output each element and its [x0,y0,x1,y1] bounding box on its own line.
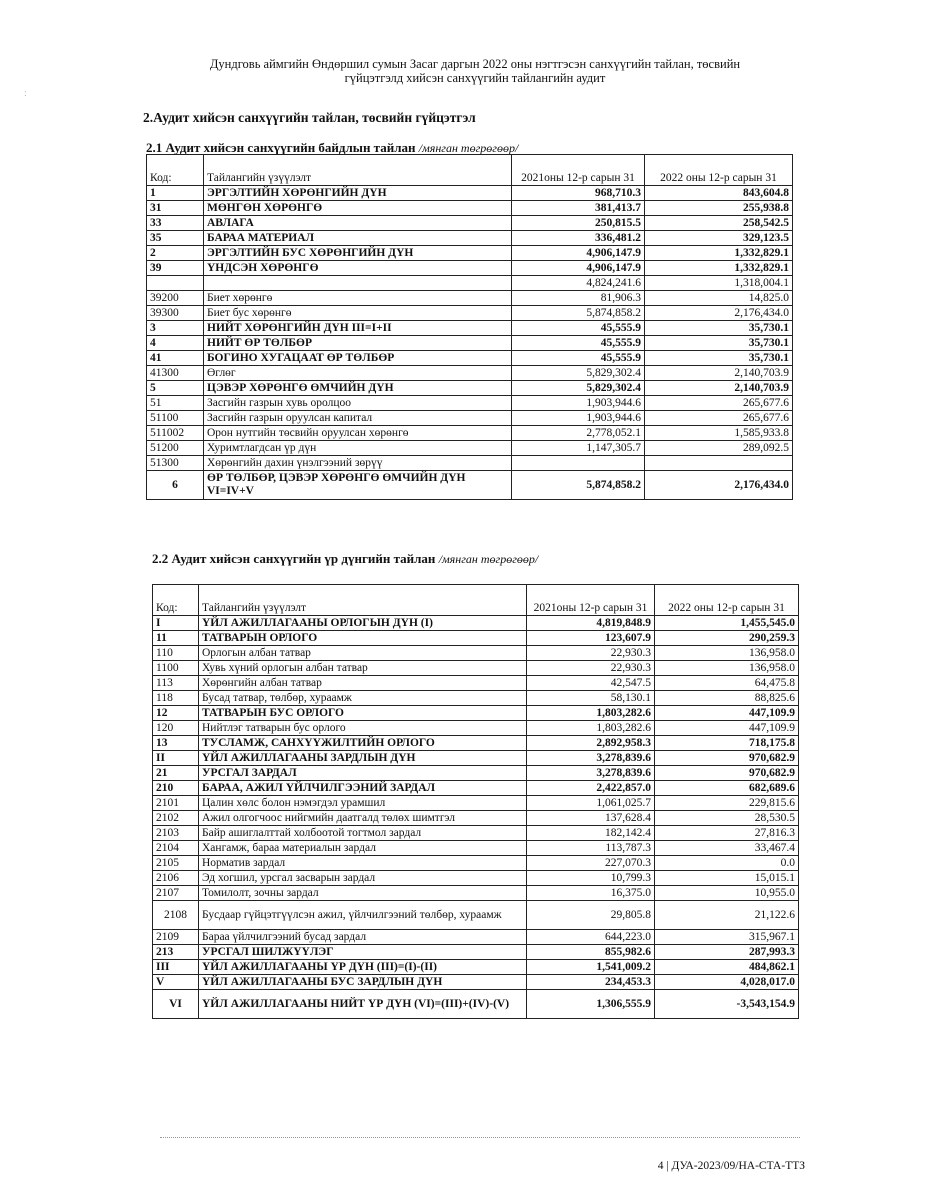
value-2022: 4,028,017.0 [655,975,799,990]
value-2021: 2,892,958.3 [527,736,655,751]
value-2021: 1,541,009.2 [527,960,655,975]
value-2022: 14,825.0 [645,291,793,306]
value-2021: 968,710.3 [512,186,645,201]
row-label: Хөрөнгийн дахин үнэлгээний зөрүү [204,456,512,471]
table-row [147,321,793,336]
table-row [153,616,799,631]
row-code: 3 [147,321,204,336]
row-label: БАРАА МАТЕРИАЛ [204,231,512,246]
value-2022: 1,332,829.1 [645,246,793,261]
value-2021: 29,805.8 [527,901,655,930]
value-2022: 287,993.3 [655,945,799,960]
row-code: 2102 [153,811,199,826]
value-2022: 447,109.9 [655,721,799,736]
row-code: I [153,616,199,631]
value-2022: 10,955.0 [655,886,799,901]
row-code: 118 [153,691,199,706]
row-label: Хувь хүний орлогын албан татвар [199,661,527,676]
value-2022: 447,109.9 [655,706,799,721]
table-row [147,231,793,246]
row-code: 11 [153,631,199,646]
section-title: 2.Аудит хийсэн санхүүгийн тайлан, төсвийн гүйцэтгэл [143,110,476,125]
table-row [153,751,799,766]
value-2021: 42,547.5 [527,676,655,691]
row-code: 1 [147,186,204,201]
row-code: 21 [153,766,199,781]
value-2022: 843,604.8 [645,186,793,201]
table-row [147,441,793,456]
table-row [153,676,799,691]
row-code: 2104 [153,841,199,856]
value-2022: 2,140,703.9 [645,366,793,381]
row-label: Орон нутгийн төсвийн оруулсан хөрөнгө [204,426,512,441]
table-row [147,216,793,231]
value-2022: 33,467.4 [655,841,799,856]
column-header: Тайлангийн үзүүлэлт [199,585,527,616]
table-header-row [147,155,793,186]
table-row [147,306,793,321]
value-2021: 1,903,944.6 [512,396,645,411]
balance-unit: /мянган төгрөгөөр/ [418,141,519,155]
table-row [153,646,799,661]
row-code [147,276,204,291]
row-code: III [153,960,199,975]
row-label: УРСГАЛ ЗАРДАЛ [199,766,527,781]
row-label: УРСГАЛ ШИЛЖҮҮЛЭГ [199,945,527,960]
row-label: АВЛАГА [204,216,512,231]
value-2022: 970,682.9 [655,751,799,766]
row-code: 13 [153,736,199,751]
value-2021: 45,555.9 [512,336,645,351]
row-code: 39300 [147,306,204,321]
balance-title-text: 2.1 Аудит хийсэн санхүүгийн байдлын тайлан [146,140,416,155]
table-row [153,691,799,706]
value-2022: 290,259.3 [655,631,799,646]
value-2022: 289,092.5 [645,441,793,456]
value-2022: 2,176,434.0 [645,306,793,321]
table-row [153,766,799,781]
row-label: ЭРГЭЛТИЙН БУС ХӨРӨНГИЙН ДҮН [204,246,512,261]
row-code: 1100 [153,661,199,676]
value-2022: 136,958.0 [655,646,799,661]
value-2021: 381,413.7 [512,201,645,216]
value-2022: 2,176,434.0 [645,471,793,500]
value-2022: 35,730.1 [645,351,793,366]
table-row [153,960,799,975]
balance-sheet-table [146,154,793,500]
value-2022: 315,967.1 [655,930,799,945]
row-label: Цалин хөлс болон нэмэгдэл урамшил [199,796,527,811]
value-2021: 2,422,857.0 [527,781,655,796]
row-code: 39200 [147,291,204,306]
value-2022: 1,332,829.1 [645,261,793,276]
table-header-row [153,585,799,616]
table-row [147,381,793,396]
value-2021: 234,453.3 [527,975,655,990]
value-2021: 137,628.4 [527,811,655,826]
row-code: 110 [153,646,199,661]
value-2022: 682,689.6 [655,781,799,796]
value-2022: 64,475.8 [655,676,799,691]
value-2022: 255,938.8 [645,201,793,216]
value-2022: 484,862.1 [655,960,799,975]
value-2021: 4,906,147.9 [512,246,645,261]
row-code: VI [153,990,199,1019]
table-row [153,841,799,856]
row-label: Биет бус хөрөнгө [204,306,512,321]
value-2022: 1,585,933.8 [645,426,793,441]
value-2021: 336,481.2 [512,231,645,246]
value-2022: 229,815.6 [655,796,799,811]
value-2021: 22,930.3 [527,661,655,676]
value-2021: 227,070.3 [527,856,655,871]
value-2021: 2,778,052.1 [512,426,645,441]
document-header [150,57,800,85]
value-2022: 35,730.1 [645,336,793,351]
row-code: 2106 [153,871,199,886]
table-row [153,886,799,901]
row-code: 35 [147,231,204,246]
table-row [153,781,799,796]
row-code: 51 [147,396,204,411]
table-row [153,796,799,811]
row-code: 2105 [153,856,199,871]
row-label: Засгийн газрын оруулсан капитал [204,411,512,426]
row-label: Нийтлэг татварын бус орлого [199,721,527,736]
table-row [147,396,793,411]
row-code: 6 [147,471,204,500]
table-row [147,186,793,201]
row-label: Өглөг [204,366,512,381]
value-2021: 3,278,839.6 [527,751,655,766]
row-code: 5 [147,381,204,396]
table-row [153,706,799,721]
row-label: ҮЙЛ АЖИЛЛАГААНЫ НИЙТ ҮР ДҮН (VI)=(III)+(IV)-(V) [199,990,527,1019]
table-row [153,871,799,886]
value-2021: 1,803,282.6 [527,721,655,736]
value-2021: 113,787.3 [527,841,655,856]
row-code: 51100 [147,411,204,426]
table-row [153,975,799,990]
value-2022: 970,682.9 [655,766,799,781]
table-row [147,471,793,500]
table-row [153,721,799,736]
table-row [147,261,793,276]
table-row [153,811,799,826]
row-label: Ажил олгогчоос нийгмийн даатгалд төлөх шимтгэл [199,811,527,826]
row-label: Байр ашиглалттай холбоотой тогтмол зардал [199,826,527,841]
row-label: ҮЙЛ АЖИЛЛАГААНЫ БУС ЗАРДЛЫН ДҮН [199,975,527,990]
value-2021: 855,982.6 [527,945,655,960]
value-2022: 2,140,703.9 [645,381,793,396]
row-label: Засгийн газрын хувь оролцоо [204,396,512,411]
income-title-text: 2.2 Аудит хийсэн санхүүгийн үр дүнгийн тайлан [152,551,436,566]
value-2021: 58,130.1 [527,691,655,706]
row-code: 120 [153,721,199,736]
table-row [153,930,799,945]
income-title [152,551,538,567]
row-label: Эд хогшил, урсгал засварын зардал [199,871,527,886]
row-label: ҮЙЛ АЖИЛЛАГААНЫ ОРЛОГЫН ДҮН (I) [199,616,527,631]
table-row [147,291,793,306]
table-row [153,736,799,751]
value-2021: 10,799.3 [527,871,655,886]
value-2022: 136,958.0 [655,661,799,676]
value-2022 [645,456,793,471]
value-2021: 4,824,241.6 [512,276,645,291]
row-code: 51200 [147,441,204,456]
value-2021: 81,906.3 [512,291,645,306]
row-label: ЭРГЭЛТИЙН ХӨРӨНГИЙН ДҮН [204,186,512,201]
row-label: МӨНГӨН ХӨРӨНГӨ [204,201,512,216]
table-row [147,456,793,471]
row-label: НИЙТ ХӨРӨНГИЙН ДҮН III=I+II [204,321,512,336]
value-2021: 5,829,302.4 [512,366,645,381]
footer-divider [160,1137,800,1138]
value-2021: 250,815.5 [512,216,645,231]
row-label: ҮЙЛ АЖИЛЛАГААНЫ ЗАРДЛЫН ДҮН [199,751,527,766]
table-row [147,246,793,261]
header-line-2: гүйцэтгэлд хийсэн санхүүгийн тайлангийн аудит [344,71,606,85]
value-2021: 1,306,555.9 [527,990,655,1019]
row-label [204,276,512,291]
value-2021: 182,142.4 [527,826,655,841]
value-2022: 27,816.3 [655,826,799,841]
row-code: 210 [153,781,199,796]
value-2022: 265,677.6 [645,396,793,411]
table-row [153,661,799,676]
row-label: Хуримтлагдсан үр дүн [204,441,512,456]
row-label: ЦЭВЭР ХӨРӨНГӨ ӨМЧИЙН ДҮН [204,381,512,396]
row-code: 31 [147,201,204,216]
row-code: II [153,751,199,766]
income-statement-table [152,584,799,1019]
table-row [147,351,793,366]
value-2021: 1,803,282.6 [527,706,655,721]
value-2021: 644,223.0 [527,930,655,945]
column-header: 2022 оны 12-р сарын 31 [645,155,793,186]
row-code: 2109 [153,930,199,945]
value-2022: 1,455,545.0 [655,616,799,631]
value-2021: 3,278,839.6 [527,766,655,781]
page-footer: 4 | ДУА-2023/09/НА-СТА-ТТЗ [657,1160,805,1172]
table-row [153,856,799,871]
row-label: ӨР ТӨЛБӨР, ЦЭВЭР ХӨРӨНГӨ ӨМЧИЙН ДҮН VI=IV+V [204,471,512,500]
row-label: Бараа үйлчилгээний бусад зардал [199,930,527,945]
row-label: Биет хөрөнгө [204,291,512,306]
table-row [153,631,799,646]
table-row [153,901,799,930]
value-2022: -3,543,154.9 [655,990,799,1019]
row-code: 41 [147,351,204,366]
column-header: Тайлангийн үзүүлэлт [204,155,512,186]
value-2021: 1,147,305.7 [512,441,645,456]
value-2021: 16,375.0 [527,886,655,901]
row-code: 2103 [153,826,199,841]
table-row [147,366,793,381]
table-row [147,411,793,426]
value-2022: 718,175.8 [655,736,799,751]
column-header: Код: [153,585,199,616]
row-code: 511002 [147,426,204,441]
table-row [147,336,793,351]
column-header: 2021оны 12-р сарын 31 [527,585,655,616]
row-code: 51300 [147,456,204,471]
value-2022: 329,123.5 [645,231,793,246]
row-label: Бусдаар гүйцэтгүүлсэн ажил, үйлчилгээний төлбөр, хураамж [199,901,527,930]
row-label: НИЙТ ӨР ТӨЛБӨР [204,336,512,351]
table-row [153,990,799,1019]
row-label: ҮЙЛ АЖИЛЛАГААНЫ ҮР ДҮН (III)=(I)-(II) [199,960,527,975]
value-2021: 22,930.3 [527,646,655,661]
row-label: Хөрөнгийн албан татвар [199,676,527,691]
row-label: БОГИНО ХУГАЦААТ ӨР ТӨЛБӨР [204,351,512,366]
value-2021: 123,607.9 [527,631,655,646]
value-2021: 45,555.9 [512,351,645,366]
value-2022: 88,825.6 [655,691,799,706]
row-label: БАРАА, АЖИЛ ҮЙЛЧИЛГЭЭНИЙ ЗАРДАЛ [199,781,527,796]
table-row [153,945,799,960]
row-label: Орлогын албан татвар [199,646,527,661]
row-code: V [153,975,199,990]
row-label: Норматив зардал [199,856,527,871]
value-2021: 4,906,147.9 [512,261,645,276]
row-code: 33 [147,216,204,231]
value-2022: 35,730.1 [645,321,793,336]
column-header: Код: [147,155,204,186]
row-code: 4 [147,336,204,351]
table-row [153,826,799,841]
row-label: Томилолт, зочны зардал [199,886,527,901]
value-2022: 28,530.5 [655,811,799,826]
value-2021: 1,903,944.6 [512,411,645,426]
row-code: 2101 [153,796,199,811]
value-2021: 1,061,025.7 [527,796,655,811]
value-2022: 21,122.6 [655,901,799,930]
table-row [147,201,793,216]
row-label: ТАТВАРЫН ОРЛОГО [199,631,527,646]
column-header: 2021оны 12-р сарын 31 [512,155,645,186]
row-code: 41300 [147,366,204,381]
value-2021: 45,555.9 [512,321,645,336]
row-code: 2107 [153,886,199,901]
row-code: 113 [153,676,199,691]
column-header: 2022 оны 12-р сарын 31 [655,585,799,616]
value-2021: 5,829,302.4 [512,381,645,396]
table-row [147,276,793,291]
value-2022: 15,015.1 [655,871,799,886]
row-label: Хангамж, бараа материалын зардал [199,841,527,856]
value-2021: 5,874,858.2 [512,471,645,500]
value-2022: 258,542.5 [645,216,793,231]
value-2022: 1,318,004.1 [645,276,793,291]
row-code: 12 [153,706,199,721]
value-2021: 4,819,848.9 [527,616,655,631]
row-label: ТУСЛАМЖ, САНХҮҮЖИЛТИЙН ОРЛОГО [199,736,527,751]
table-row [147,426,793,441]
row-code: 213 [153,945,199,960]
value-2022: 0.0 [655,856,799,871]
row-code: 2 [147,246,204,261]
value-2022: 265,677.6 [645,411,793,426]
value-2021 [512,456,645,471]
row-label: Бусад татвар, төлбөр, хураамж [199,691,527,706]
income-unit: /мянган төгрөгөөр/ [438,552,539,566]
row-code: 2108 [153,901,199,930]
row-label: ҮНДСЭН ХӨРӨНГӨ [204,261,512,276]
row-label: ТАТВАРЫН БУС ОРЛОГО [199,706,527,721]
scan-artifact: : [24,88,27,99]
value-2021: 5,874,858.2 [512,306,645,321]
header-line-1: Дундговь аймгийн Өндөршил сумын Засаг даргын 2022 оны нэгтгэсэн санхүүгийн тайлан, төсвийн [209,57,741,71]
row-code: 39 [147,261,204,276]
